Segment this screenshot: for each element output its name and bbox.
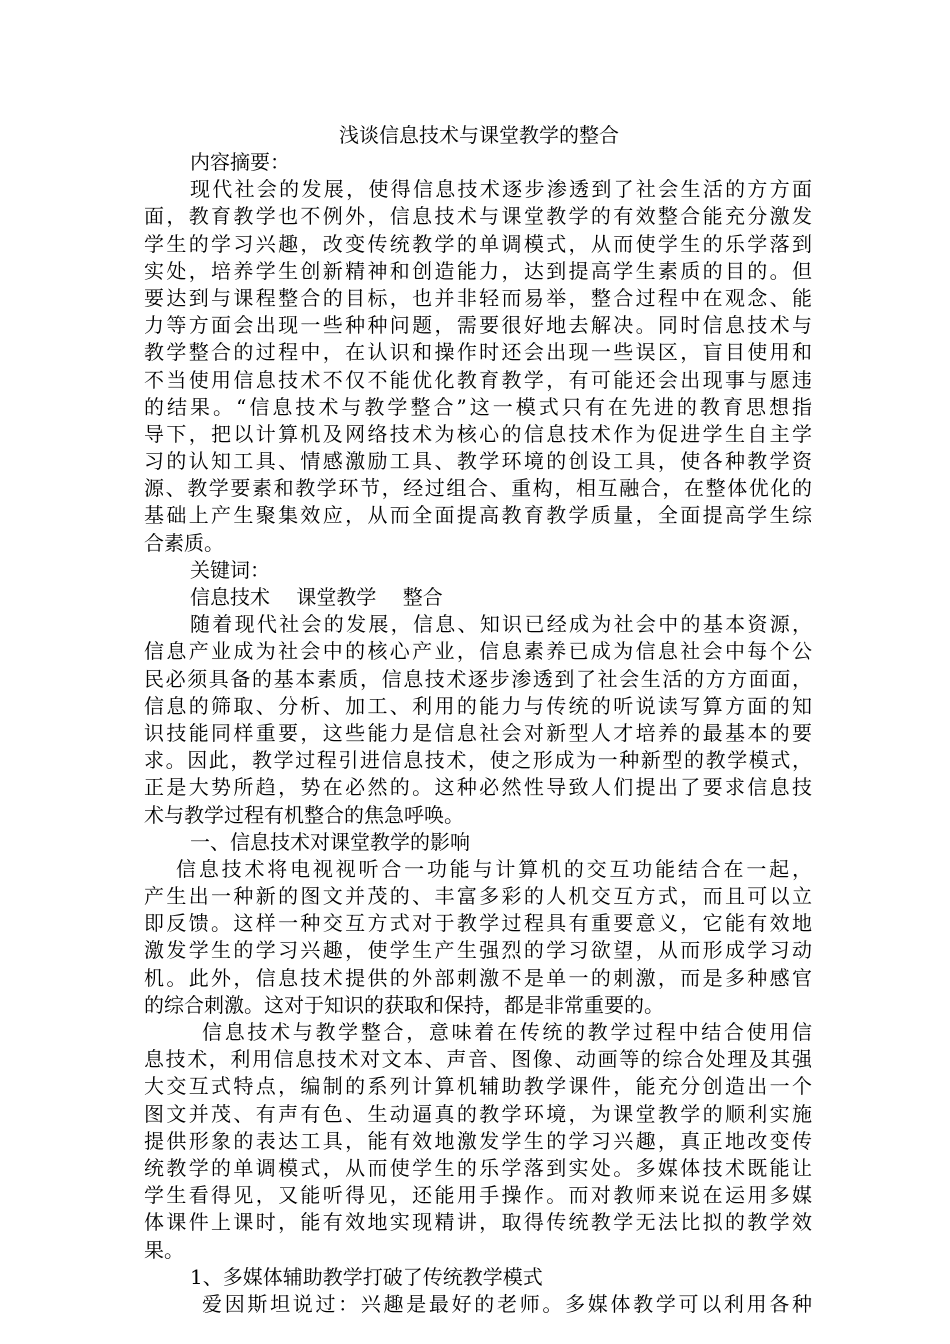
text-line: 果。 xyxy=(144,1237,184,1262)
text-line: 术与教学过程有机整合的焦急呼唤。 xyxy=(144,802,464,827)
text-line: 面，教育教学也不例外，信息技术与课堂教学的有效整合能充分激发 xyxy=(144,204,812,229)
text-line: 合素质。 xyxy=(144,530,224,555)
text-line: 信息技术将电视视听合一功能与计算机的交互功能结合在一起， xyxy=(176,856,812,881)
text-line: 实处，培养学生创新精神和创造能力，达到提高学生素质的目的。但 xyxy=(144,258,812,283)
text-line: 关键词： xyxy=(190,557,270,582)
text-line: 习的认知工具、情感激励工具、教学环境的创设工具，使各种教学资 xyxy=(144,449,812,474)
text-line: 的结果。“信息技术与教学整合”这一模式只有在先进的教育思想指 xyxy=(144,394,812,419)
text-line: 机。此外，信息技术提供的外部刺激不是单一的刺激，而是多种感官 xyxy=(144,965,812,990)
text-line: 信息的筛取、分析、加工、利用的能力与传统的听说读写算方面的知 xyxy=(144,693,812,718)
text-line: 要达到与课程整合的目标，也并非轻而易举，整合过程中在观念、能 xyxy=(144,285,812,310)
text-line: 1、多媒体辅助教学打破了传统教学模式 xyxy=(190,1264,543,1289)
text-line: 的综合刺激。这对于知识的获取和保持，都是非常重要的。 xyxy=(144,992,664,1017)
document-title: 浅谈信息技术与课堂教学的整合 xyxy=(339,123,619,147)
text-line: 体课件上课时，能有效地实现精讲，取得传统教学无法比拟的教学效 xyxy=(144,1210,812,1235)
text-line: 提供形象的表达工具，能有效地激发学生的学习兴趣，真正地改变传 xyxy=(144,1128,812,1153)
text-line: 教学整合的过程中，在认识和操作时还会出现一些误区，盲目使用和 xyxy=(144,340,812,365)
text-line: 不当使用信息技术不仅不能优化教育教学，有可能还会出现事与愿违 xyxy=(144,367,812,392)
text-line: 求。因此，教学过程引进信息技术，使之形成为一种新型的教学模式， xyxy=(144,748,812,773)
text-line: 基础上产生聚集效应，从而全面提高教育教学质量，全面提高学生综 xyxy=(144,503,812,528)
text-line: 信息技术与教学整合，意味着在传统的教学过程中结合使用信 xyxy=(202,1020,812,1044)
text-line: 力等方面会出现一些种种问题，需要很好地去解决。同时信息技术与 xyxy=(144,313,812,338)
text-line: 图文并茂、有声有色、生动逼真的教学环境，为课堂教学的顺利实施 xyxy=(144,1101,812,1126)
text-line: 产生出一种新的图文并茂的、丰富多彩的人机交互方式，而且可以立 xyxy=(144,884,812,909)
text-line: 源、教学要素和教学环节，经过组合、重构，相互融合，在整体优化的 xyxy=(144,476,812,501)
text-line: 一、信息技术对课堂教学的影响 xyxy=(190,829,470,854)
text-line: 识技能同样重要，这些能力是信息社会对新型人才培养的最基本的要 xyxy=(144,720,812,745)
text-line: 息技术，利用信息技术对文本、声音、图像、动画等的综合处理及其强 xyxy=(144,1047,812,1072)
text-line: 现代社会的发展，使得信息技术逐步渗透到了社会生活的方方面 xyxy=(190,177,812,202)
text-line: 信息产业成为社会中的核心产业，信息素养已成为信息社会中每个公 xyxy=(144,639,812,664)
text-line: 民必须具备的基本素质，信息技术逐步渗透到了社会生活的方方面面， xyxy=(144,666,812,691)
text-line: 大交互式特点，编制的系列计算机辅助教学课件，能充分创造出一个 xyxy=(144,1074,812,1099)
text-line: 信息技术 课堂教学 整合 xyxy=(190,585,443,609)
text-line: 激发学生的学习兴趣，使学生产生强烈的学习欲望，从而形成学习动 xyxy=(144,938,812,963)
document-body xyxy=(144,121,812,1318)
document-text xyxy=(144,149,812,1318)
text-line: 正是大势所趋，势在必然的。这种必然性导致人们提出了要求信息技 xyxy=(144,775,812,800)
text-line: 学生看得见，又能听得见，还能用手操作。而对教师来说在运用多媒 xyxy=(144,1183,812,1208)
text-line: 内容摘要： xyxy=(190,150,290,174)
text-line: 导下，把以计算机及网络技术为核心的信息技术作为促进学生自主学 xyxy=(144,421,812,446)
text-line: 爱因斯坦说过：兴趣是最好的老师。多媒体教学可以利用各种 xyxy=(202,1291,812,1316)
text-line: 统教学的单调模式，从而使学生的乐学落到实处。多媒体技术既能让 xyxy=(144,1155,812,1180)
text-line: 学生的学习兴趣，改变传统教学的单调模式，从而使学生的乐学落到 xyxy=(144,231,812,256)
text-line: 随着现代社会的发展，信息、知识已经成为社会中的基本资源， xyxy=(190,612,812,637)
text-line: 即反馈。这样一种交互方式对于教学过程具有重要意义，它能有效地 xyxy=(144,911,812,936)
